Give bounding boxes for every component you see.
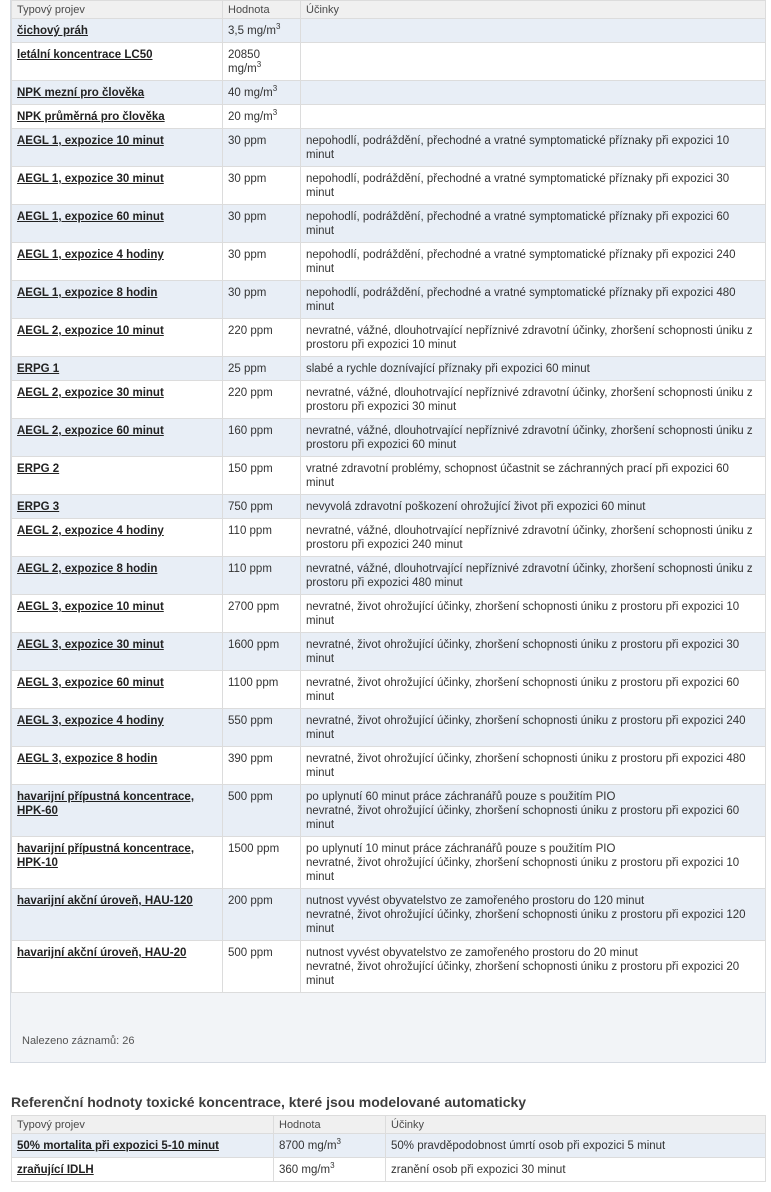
effect-text: zranění osob při expozici 30 minut [391, 1164, 566, 1176]
row-type-link[interactable]: ERPG 3 [17, 501, 60, 513]
effect-text: nevratné, život ohrožující účinky, zhoršení schopnosti úniku z prostoru při expozici 10 minut [306, 601, 740, 627]
row-type-cell [12, 837, 223, 889]
row-value: 390 ppm [228, 753, 273, 765]
row-value-cell [223, 105, 301, 129]
row-value-cell [223, 419, 301, 457]
table-row [12, 747, 766, 785]
table-header-row [12, 1116, 766, 1134]
table-row [12, 495, 766, 519]
row-type-link[interactable]: letální koncentrace LC50 [17, 49, 153, 61]
effect-text: nepohodlí, podráždění, přechodné a vratné symptomatické příznaky při expozici 480 minut [306, 287, 736, 313]
row-value-cell [223, 785, 301, 837]
table-row [12, 81, 766, 105]
effect-text: nevyvolá zdravotní poškození ohrožující život při expozici 60 minut [306, 501, 646, 513]
row-value: 360 mg/m [279, 1164, 331, 1176]
row-type-link[interactable]: havarijní akční úroveň, HAU-20 [17, 947, 187, 959]
row-type-link[interactable]: čichový práh [17, 25, 88, 37]
row-effects-cell [301, 281, 766, 319]
row-type-cell [12, 785, 223, 837]
row-value: 500 ppm [228, 947, 273, 959]
row-type-link[interactable]: AEGL 1, expozice 8 hodin [17, 287, 158, 299]
row-value: 750 ppm [228, 501, 273, 513]
row-value-cell [223, 519, 301, 557]
effect-text: nevratné, vážné, dlouhotrvající nepříznivé zdravotní účinky, zhoršení schopnosti úniku z prostoru při expozici 10 minut [306, 325, 753, 351]
row-type-link[interactable]: havarijní přípustná koncentrace, HPK-60 [17, 791, 195, 817]
row-value: 1100 ppm [228, 677, 279, 689]
row-effects-cell [301, 785, 766, 837]
row-type-cell [12, 319, 223, 357]
row-type-cell [12, 43, 223, 81]
row-value-cell [223, 495, 301, 519]
effect-text: 50% pravděpodobnost úmrtí osob při expozici 5 minut [391, 1140, 666, 1152]
row-value: 20 mg/m [228, 111, 273, 123]
row-value-cell [223, 941, 301, 993]
column-header-value[interactable]: Hodnota [223, 1, 301, 19]
row-effects-cell [301, 709, 766, 747]
unit-exponent: 3 [272, 108, 278, 118]
row-value: 30 ppm [228, 249, 267, 261]
row-effects-cell [301, 243, 766, 281]
column-header-value[interactable]: Hodnota [274, 1116, 386, 1134]
row-effects-cell [386, 1158, 766, 1182]
row-type-link[interactable]: AEGL 3, expozice 8 hodin [17, 753, 158, 765]
table-row [12, 419, 766, 457]
row-effects-cell [301, 105, 766, 129]
row-value-cell [223, 19, 301, 43]
row-value-cell [223, 747, 301, 785]
row-type-link[interactable]: AEGL 3, expozice 10 minut [17, 601, 164, 613]
row-value-cell [223, 709, 301, 747]
table-row [12, 281, 766, 319]
row-effects-cell [301, 557, 766, 595]
row-type-link[interactable]: AEGL 2, expozice 60 minut [17, 425, 164, 437]
row-effects-cell [301, 495, 766, 519]
row-value-cell [274, 1134, 386, 1158]
row-value: 1600 ppm [228, 639, 280, 651]
row-value-cell [223, 357, 301, 381]
effect-text: nutnost vyvést obyvatelstvo ze zamořeného prostoru do 120 minut [306, 895, 645, 907]
row-type-link[interactable]: ERPG 2 [17, 463, 60, 475]
row-effects-cell [301, 381, 766, 419]
effect-text: nevratné, život ohrožující účinky, zhoršení schopnosti úniku z prostoru při expozici 480 minut [306, 753, 746, 779]
row-effects-cell [301, 941, 766, 993]
table-row [12, 105, 766, 129]
unit-exponent: 3 [272, 84, 278, 94]
column-header-type[interactable]: Typový projev [12, 1116, 274, 1134]
row-effects-cell [386, 1134, 766, 1158]
row-effects-cell [301, 167, 766, 205]
table-row [12, 785, 766, 837]
row-type-cell [12, 19, 223, 43]
row-value: 30 ppm [228, 211, 267, 223]
section-title: Referenční hodnoty toxické koncentrace, které jsou modelované automaticky [11, 1094, 527, 1110]
effect-text: nepohodlí, podráždění, přechodné a vratné symptomatické příznaky při expozici 240 minut [306, 249, 736, 275]
row-value: 30 ppm [228, 135, 267, 147]
row-type-link[interactable]: AEGL 2, expozice 8 hodin [17, 563, 158, 575]
row-type-cell [12, 457, 223, 495]
table-row [12, 889, 766, 941]
row-effects-cell [301, 129, 766, 167]
row-type-cell [12, 557, 223, 595]
row-value-cell [223, 167, 301, 205]
row-type-link[interactable]: NPK mezní pro člověka [17, 87, 145, 99]
row-value-cell [223, 837, 301, 889]
row-value: 25 ppm [228, 363, 267, 375]
effect-text: nevratné, vážné, dlouhotrvající nepříznivé zdravotní účinky, zhoršení schopnosti úniku z prostoru při expozici 480 minut [306, 563, 753, 589]
row-type-cell [12, 747, 223, 785]
row-type-cell [12, 105, 223, 129]
table-row [12, 595, 766, 633]
table-row [12, 633, 766, 671]
row-value-cell [223, 633, 301, 671]
row-effects-cell [301, 747, 766, 785]
row-type-link[interactable]: AEGL 2, expozice 30 minut [17, 387, 164, 399]
effect-text: nevratné, život ohrožující účinky, zhoršení schopnosti úniku z prostoru při expozici 20 minut [306, 961, 740, 987]
row-effects-cell [301, 519, 766, 557]
effect-text: nevratné, život ohrožující účinky, zhoršení schopnosti úniku z prostoru při expozici 60 minut [306, 805, 740, 831]
row-value-cell [223, 81, 301, 105]
table-row [12, 837, 766, 889]
row-type-cell [12, 633, 223, 671]
row-type-link[interactable]: AEGL 1, expozice 4 hodiny [17, 249, 164, 261]
row-effects-cell [301, 419, 766, 457]
table-row [12, 243, 766, 281]
row-value-cell [223, 889, 301, 941]
row-value-cell [223, 243, 301, 281]
row-type-link[interactable]: ERPG 1 [17, 363, 60, 375]
row-value: 8700 mg/m [279, 1140, 337, 1152]
row-effects-cell [301, 319, 766, 357]
effect-text: nevratné, život ohrožující účinky, zhoršení schopnosti úniku z prostoru při expozici 10 minut [306, 857, 740, 883]
row-type-cell [12, 941, 223, 993]
row-type-cell [12, 357, 223, 381]
effect-text: nepohodlí, podráždění, přechodné a vratné symptomatické příznaky při expozici 10 minut [306, 135, 730, 161]
row-value: 500 ppm [228, 791, 273, 803]
row-type-cell [12, 519, 223, 557]
table-body [12, 1134, 766, 1182]
row-value: 220 ppm [228, 325, 273, 337]
modeled-values-table [11, 1115, 766, 1182]
row-type-cell [12, 595, 223, 633]
row-value-cell [223, 319, 301, 357]
row-value-cell [223, 43, 301, 81]
table-row [12, 1134, 766, 1158]
row-effects-cell [301, 671, 766, 709]
unit-exponent: 3 [275, 22, 281, 32]
table-header-row [12, 1, 766, 19]
column-header-effects[interactable]: Účinky [386, 1116, 766, 1134]
effect-text: vratné zdravotní problémy, schopnost účastnit se záchranných prací při expozici 60 minut [306, 463, 729, 489]
row-value-cell [223, 557, 301, 595]
row-value: 30 ppm [228, 287, 267, 299]
row-value: 110 ppm [228, 563, 272, 575]
row-type-link[interactable]: havarijní akční úroveň, HAU-120 [17, 895, 193, 907]
row-value: 30 ppm [228, 173, 267, 185]
row-type-link[interactable]: AEGL 3, expozice 4 hodiny [17, 715, 164, 727]
row-type-cell [12, 671, 223, 709]
row-effects-cell [301, 205, 766, 243]
row-type-link[interactable]: AEGL 2, expozice 10 minut [17, 325, 164, 337]
row-value-cell [223, 281, 301, 319]
row-value: 2700 ppm [228, 601, 280, 613]
row-value-cell [223, 381, 301, 419]
row-type-link[interactable]: havarijní přípustná koncentrace, HPK-10 [17, 843, 195, 869]
effect-text: nevratné, vážné, dlouhotrvající nepříznivé zdravotní účinky, zhoršení schopnosti úniku z prostoru při expozici 30 minut [306, 387, 753, 413]
row-value: 220 ppm [228, 387, 273, 399]
table-row [12, 319, 766, 357]
column-header-type[interactable]: Typový projev [12, 1, 223, 19]
row-effects-cell [301, 889, 766, 941]
row-value: 150 ppm [228, 463, 273, 475]
row-type-cell [12, 81, 223, 105]
effect-text: nevratné, život ohrožující účinky, zhoršení schopnosti úniku z prostoru při expozici 120 minut [306, 909, 746, 935]
table-row [12, 1158, 766, 1182]
table-row [12, 709, 766, 747]
row-type-link[interactable]: 50% mortalita při expozici 5-10 minut [17, 1140, 219, 1152]
row-type-cell [12, 709, 223, 747]
row-type-cell [12, 381, 223, 419]
effect-text: nevratné, život ohrožující účinky, zhoršení schopnosti úniku z prostoru při expozici 60 minut [306, 677, 740, 703]
row-value-cell [223, 595, 301, 633]
unit-exponent: 3 [330, 1161, 335, 1171]
effect-text: nevratné, život ohrožující účinky, zhoršení schopnosti úniku z prostoru při expozici 240 minut [306, 715, 746, 741]
effect-text: slabé a rychle doznívající příznaky při expozici 60 minut [306, 363, 590, 375]
table-row [12, 19, 766, 43]
row-effects-cell [301, 357, 766, 381]
row-effects-cell [301, 457, 766, 495]
row-effects-cell [301, 837, 766, 889]
row-effects-cell [301, 43, 766, 81]
row-value: 20850 mg/m [228, 49, 260, 75]
row-type-cell [12, 205, 223, 243]
effect-text: nevratné, život ohrožující účinky, zhoršení schopnosti úniku z prostoru při expozici 30 minut [306, 639, 740, 665]
table-row [12, 129, 766, 167]
table-row [12, 43, 766, 81]
row-type-link[interactable]: NPK průměrná pro člověka [17, 111, 165, 123]
row-type-link[interactable]: AEGL 2, expozice 4 hodiny [17, 525, 164, 537]
row-value: 160 ppm [228, 425, 273, 437]
table-row [12, 557, 766, 595]
effect-text: nutnost vyvést obyvatelstvo ze zamořeného prostoru do 20 minut [306, 947, 638, 959]
table-row [12, 457, 766, 495]
row-value: 110 ppm [228, 525, 272, 537]
row-type-link[interactable]: zraňující IDLH [17, 1164, 94, 1176]
row-type-link[interactable]: AEGL 1, expozice 10 minut [17, 135, 164, 147]
table-body [12, 19, 766, 993]
effect-text: po uplynutí 10 minut práce záchranářů pouze s použitím PIO [306, 843, 616, 855]
row-value: 3,5 mg/m [228, 25, 276, 37]
effect-text: nepohodlí, podráždění, přechodné a vratné symptomatické příznaky při expozici 30 minut [306, 173, 730, 199]
row-type-cell [12, 243, 223, 281]
row-type-link[interactable]: AEGL 3, expozice 60 minut [17, 677, 164, 689]
row-value-cell [274, 1158, 386, 1182]
row-value-cell [223, 457, 301, 495]
row-effects-cell [301, 19, 766, 43]
row-type-link[interactable]: AEGL 1, expozice 60 minut [17, 211, 164, 223]
row-type-cell [12, 419, 223, 457]
records-count: Nalezeno záznamů: 26 [22, 1035, 135, 1047]
row-type-cell [12, 129, 223, 167]
row-value-cell [223, 129, 301, 167]
table-row [12, 941, 766, 993]
effect-text: nevratné, vážné, dlouhotrvající nepříznivé zdravotní účinky, zhoršení schopnosti úniku z prostoru při expozici 60 minut [306, 425, 753, 451]
row-value-cell [223, 205, 301, 243]
row-value: 200 ppm [228, 895, 273, 907]
row-value: 550 ppm [228, 715, 273, 727]
row-value: 40 mg/m [228, 87, 273, 99]
unit-exponent: 3 [256, 60, 262, 70]
column-header-effects[interactable]: Účinky [301, 1, 766, 19]
table-row [12, 381, 766, 419]
unit-exponent: 3 [336, 1137, 341, 1147]
row-effects-cell [301, 633, 766, 671]
table-row [12, 519, 766, 557]
row-type-cell [12, 889, 223, 941]
row-type-cell [12, 1158, 274, 1182]
table-row [12, 357, 766, 381]
row-effects-cell [301, 81, 766, 105]
table-row [12, 671, 766, 709]
effect-text: nepohodlí, podráždění, přechodné a vratné symptomatické příznaky při expozici 60 minut [306, 211, 730, 237]
table-row [12, 167, 766, 205]
table-row [12, 205, 766, 243]
row-type-cell [12, 1134, 274, 1158]
row-type-cell [12, 281, 223, 319]
toxicity-table [11, 0, 766, 993]
row-type-link[interactable]: AEGL 1, expozice 30 minut [17, 173, 164, 185]
row-type-link[interactable]: AEGL 3, expozice 30 minut [17, 639, 164, 651]
row-value-cell [223, 671, 301, 709]
row-type-cell [12, 495, 223, 519]
effect-text: nevratné, vážné, dlouhotrvající nepříznivé zdravotní účinky, zhoršení schopnosti úniku z prostoru při expozici 240 minut [306, 525, 753, 551]
row-value: 1500 ppm [228, 843, 280, 855]
row-type-cell [12, 167, 223, 205]
effect-text: po uplynutí 60 minut práce záchranářů pouze s použitím PIO [306, 791, 616, 803]
row-effects-cell [301, 595, 766, 633]
